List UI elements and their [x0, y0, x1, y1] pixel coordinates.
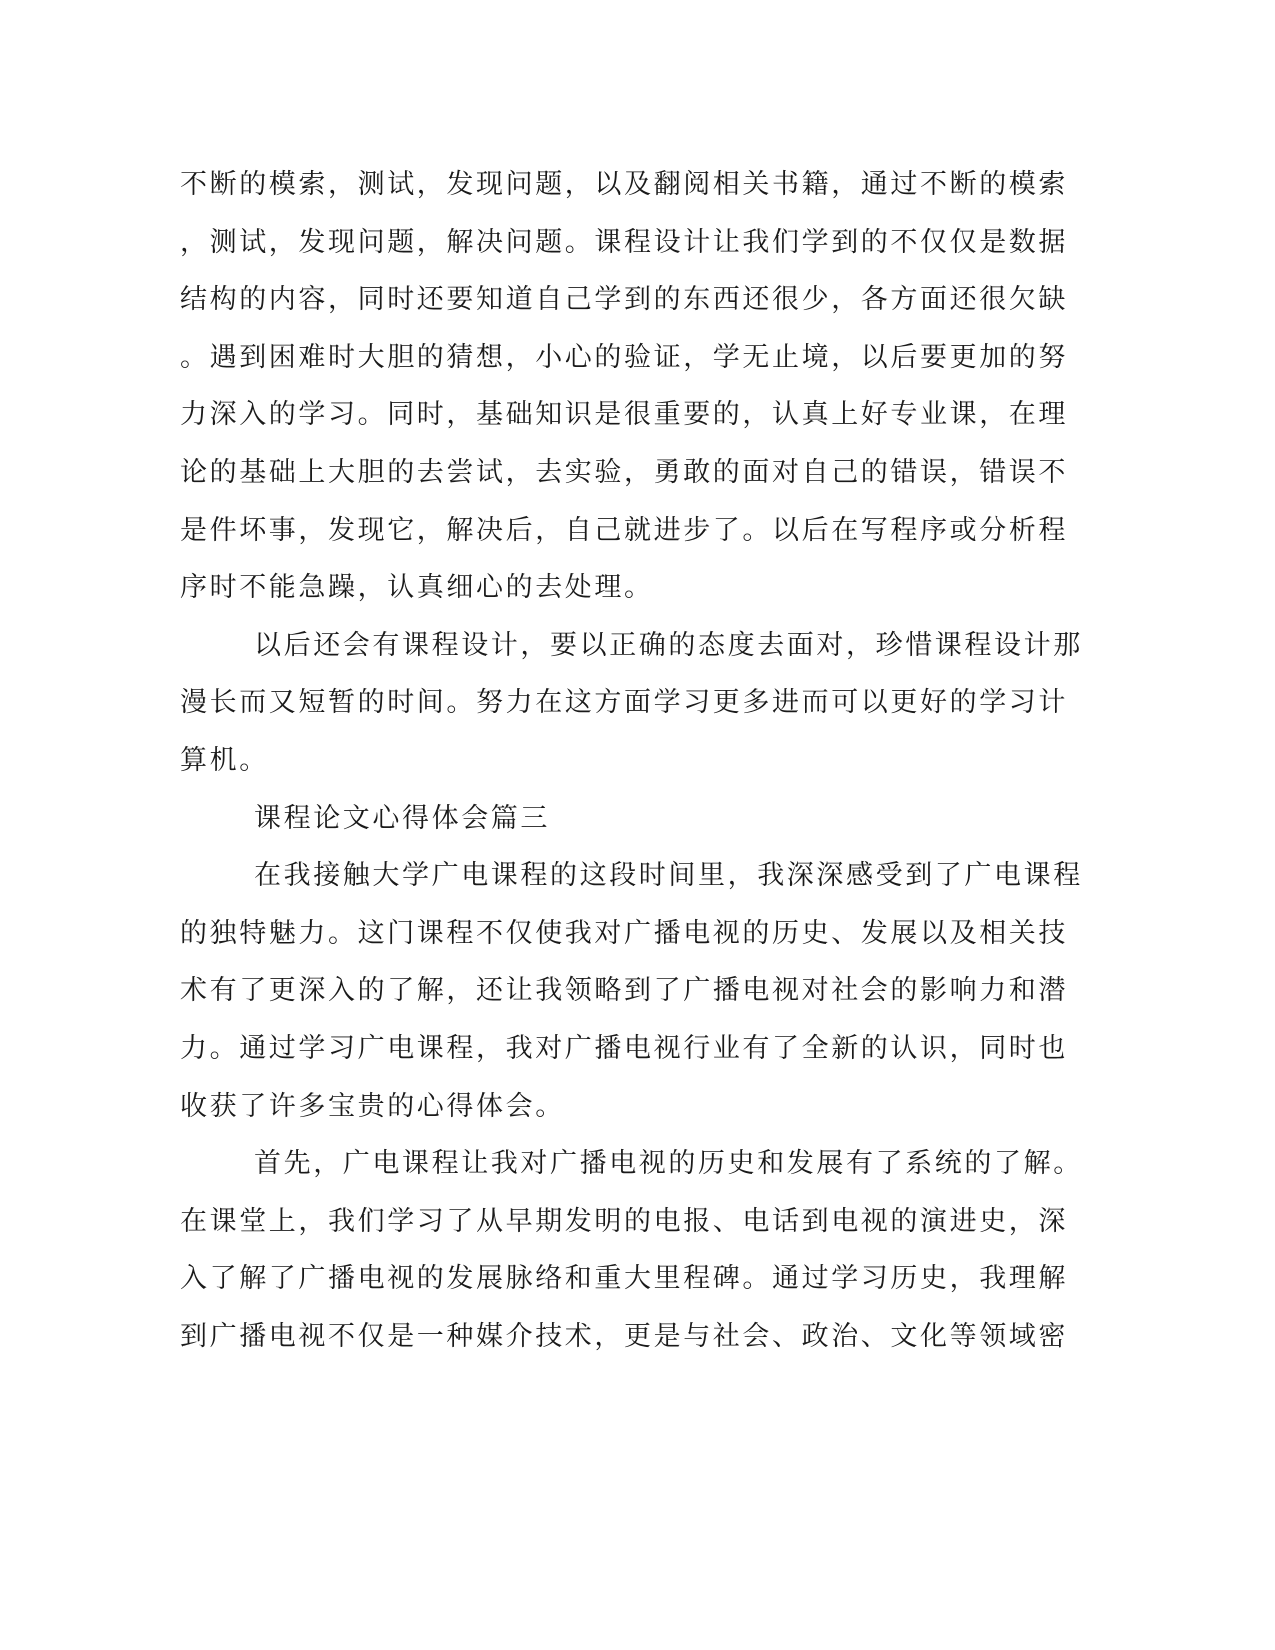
text-line: 。遇到困难时大胆的猜想，小心的验证，学无止境，以后要更加的努: [180, 341, 1068, 373]
text-line: 到广播电视不仅是一种媒介技术，更是与社会、政治、文化等领域密: [180, 1320, 1068, 1352]
text-line: 术有了更深入的了解，还让我领略到了广播电视对社会的影响力和潜: [180, 975, 1068, 1007]
paragraph-first-line: 以后还会有课程设计，要以正确的态度去面对，珍惜课程设计那: [254, 629, 1083, 661]
text-line: 在课堂上，我们学习了从早期发明的电报、电话到电视的演进史，深: [180, 1205, 1068, 1237]
text-line: 论的基础上大胆的去尝试，去实验，勇敢的面对自己的错误，错误不: [180, 456, 1068, 488]
text-line: 漫长而又短暂的时间。努力在这方面学习更多进而可以更好的学习计: [180, 687, 1068, 719]
text-line: 结构的内容，同时还要知道自己学到的东西还很少，各方面还很欠缺: [180, 284, 1068, 316]
document-body: [180, 156, 1083, 1365]
text-line: 是件坏事，发现它，解决后，自己就进步了。以后在写程序或分析程: [180, 514, 1068, 546]
text-line: ，测试，发现问题，解决问题。课程设计让我们学到的不仅仅是数据: [180, 226, 1068, 258]
text-line: 算机。: [180, 744, 269, 776]
text-line: 入了解了广播电视的发展脉络和重大里程碑。通过学习历史，我理解: [180, 1263, 1068, 1295]
text-line: 不断的模索，测试，发现问题，以及翻阅相关书籍，通过不断的模索: [180, 169, 1068, 200]
text-line: 力深入的学习。同时，基础知识是很重要的，认真上好专业课，在理: [180, 399, 1068, 431]
text-line: 收获了许多宝贵的心得体会。: [180, 1090, 565, 1122]
text-line: 力。通过学习广电课程，我对广播电视行业有了全新的认识，同时也: [180, 1032, 1068, 1064]
paragraph-first-line: 在我接触大学广电课程的这段时间里，我深深感受到了广电课程: [254, 860, 1083, 892]
text-line: 的独特魅力。这门课程不仅使我对广播电视的历史、发展以及相关技: [180, 917, 1068, 949]
section-heading: 课程论文心得体会篇三: [254, 802, 550, 834]
paragraph-first-line: 首先，广电课程让我对广播电视的历史和发展有了系统的了解。: [254, 1148, 1083, 1180]
text-line: 序时不能急躁，认真细心的去处理。: [180, 572, 654, 604]
